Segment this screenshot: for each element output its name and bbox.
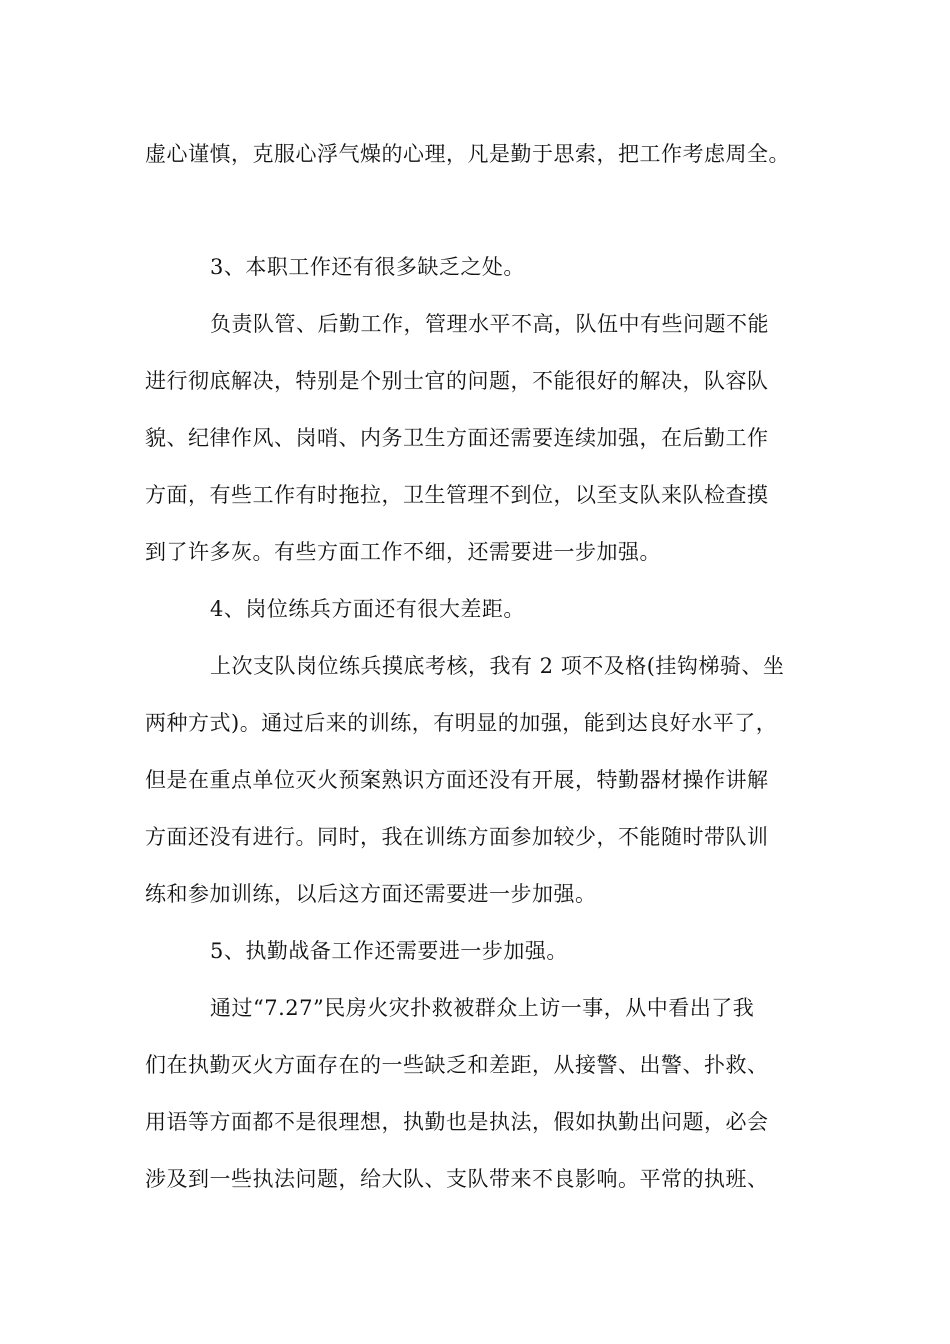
text-line: 虚心谨慎，克服心浮气燥的心理，凡是勤于思索，把工作考虑周全。	[145, 142, 790, 166]
text-line: 上次支队岗位练兵摸底考核，我有 2 项不及格(挂钩梯骑、坐	[210, 654, 785, 678]
text-line: 涉及到一些执法问题，给大队、支队带来不良影响。平常的执班、	[145, 1167, 769, 1191]
text-line: 们在执勤灭火方面存在的一些缺乏和差距，从接警、出警、扑救、	[145, 1053, 769, 1077]
text-line: 方面还没有进行。同时，我在训练方面参加较少，不能随时带队训	[145, 825, 769, 849]
text-line: 进行彻底解决，特别是个别士官的问题，不能很好的解决，队容队	[145, 369, 769, 393]
text-line: 通过“7.27”民房火灾扑救被群众上访一事，从中看出了我	[210, 996, 755, 1020]
text-line: 练和参加训练，以后这方面还需要进一步加强。	[145, 882, 597, 906]
text-line: 两种方式)。通过后来的训练，有明显的加强，能到达良好水平了，	[145, 711, 778, 735]
text-line: 负责队管、后勤工作，管理水平不高，队伍中有些问题不能	[210, 312, 769, 336]
text-line: 用语等方面都不是很理想，执勤也是执法，假如执勤出问题，必会	[145, 1110, 769, 1134]
section-heading: 5、执勤战备工作还需要进一步加强。	[210, 939, 568, 963]
section-heading: 3、本职工作还有很多缺乏之处。	[210, 255, 525, 279]
text-line: 到了许多灰。有些方面工作不细，还需要进一步加强。	[145, 540, 661, 564]
text-line: 方面，有些工作有时拖拉，卫生管理不到位，以至支队来队检查摸	[145, 483, 769, 507]
section-heading: 4、岗位练兵方面还有很大差距。	[210, 597, 525, 621]
text-line: 但是在重点单位灭火预案熟识方面还没有开展，特勤器材操作讲解	[145, 768, 769, 792]
text-line: 貌、纪律作风、岗哨、内务卫生方面还需要连续加强，在后勤工作	[145, 426, 769, 450]
